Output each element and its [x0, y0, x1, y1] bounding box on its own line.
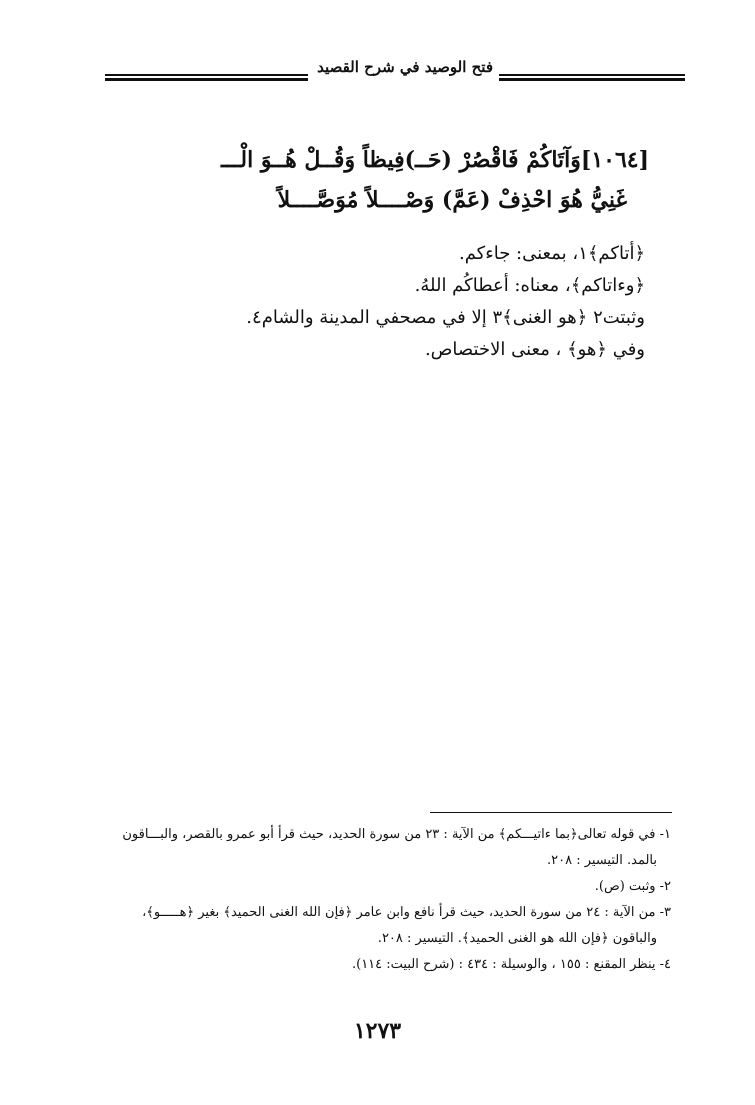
footnote-1: ١- في قوله تعالى﴿بما ءاتيـــكم﴾ من الآية : ٢٣ من سورة الحديد، حيث قرأ أبو عمرو بالقصر، والبـــاقون [122, 827, 671, 842]
footnote-separator [430, 812, 672, 813]
verse-line-1: [١٠٦٤]وَآتَاكُمْ فَاقْصُرْ (حَــ)فِيظاً وَقُــلْ هُــوَ الْـــ [221, 147, 649, 173]
header-title: فتح الوصيد في شرح القصيد [317, 58, 493, 76]
footnotes [116, 822, 671, 978]
footnote-3: ٣- من الآية : ٢٤ من سورة الحديد، حيث قرأ نافع وابن عامر ﴿فإن الله الغنى الحميد﴾ بغير ﴿هـــــو﴾، [142, 905, 671, 920]
commentary-line-3: وثبتت٢ ﴿هو الغنى﴾٣ إلا في مصحفي المدينة والشام٤. [246, 307, 645, 328]
running-header [100, 52, 685, 88]
page-number: ١٢٧٣ [353, 1018, 402, 1044]
commentary-line-2: ﴿وءاتاكم﴾، معناه: أعطاكُم اللهُ. [414, 275, 645, 296]
verse-line-2: غَنِيُّ هُوَ احْذِفْ (عَمَّ) وَصْــــلاً مُوَصَّــــلاً [277, 187, 627, 213]
footnote-4: ٤- ينظر المقنع : ١٥٥ ، والوسيلة : ٤٣٤ : (شرح البيت: ١١٤). [351, 957, 671, 972]
footnote-3-continued: والباقون ﴿فإن الله هو الغنى الحميد﴾. التيسير : ٢٠٨. [377, 931, 657, 946]
header-rule-left [105, 74, 308, 82]
footnote-2: ٢- وثبت (ص). [594, 879, 671, 894]
commentary-line-4: وفي ﴿هو﴾ ، معنى الاختصاص. [424, 339, 645, 360]
commentary [100, 238, 645, 366]
commentary-line-1: ﴿أتاكم﴾١، بمعنى: جاءكم. [458, 243, 645, 264]
poem-verse [100, 140, 649, 220]
header-rule-right [499, 74, 685, 82]
footnote-1-continued: بالمد. التيسير : ٢٠٨. [547, 853, 657, 868]
